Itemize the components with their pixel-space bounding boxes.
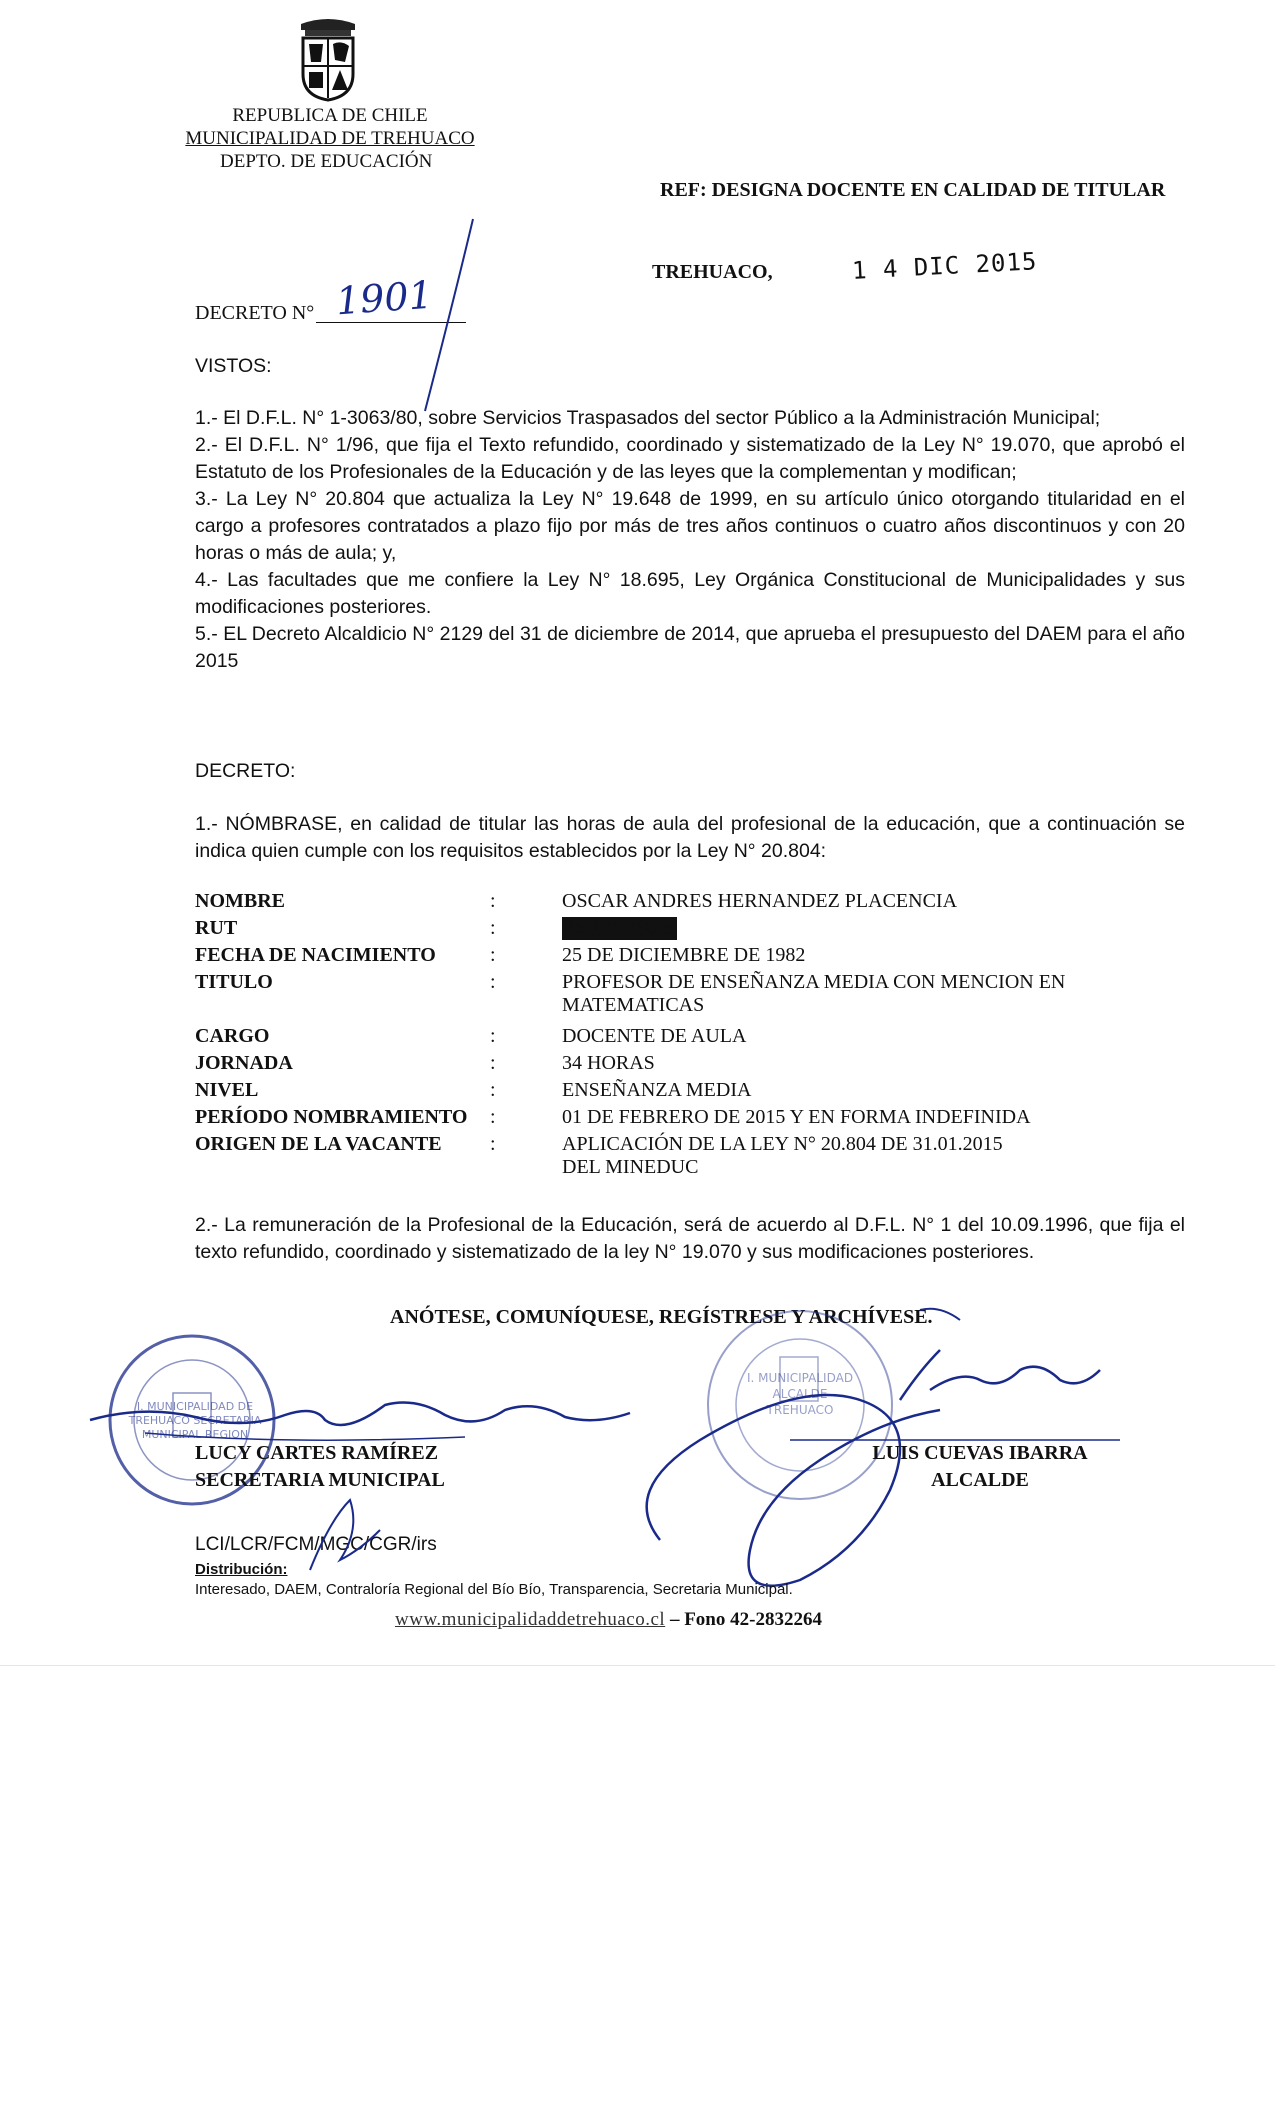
visto-item: 2.- El D.F.L. N° 1/96, que fija el Texto refundido, coordinado y sistematizado de la Ley N° 19.070, que aprobó el Estatuto de los Profesionales de la Educación y de las leyes que la complementan y modifican; <box>195 434 1185 483</box>
detail-value: DEL MINEDUC <box>562 1156 699 1178</box>
detail-label: FECHA DE NACIMIENTO <box>195 944 436 966</box>
detail-row-periodo: PERÍODO NOMBRAMIENTO : 01 DE FEBRERO DE 2015 Y EN FORMA INDEFINIDA <box>195 1106 1031 1128</box>
detail-row-nivel: NIVEL : ENSEÑANZA MEDIA <box>195 1079 752 1101</box>
initials-line: LCI/LCR/FCM/MGC/CGR/irs <box>195 1534 437 1555</box>
visto-item: 1.- El D.F.L. N° 1-3063/80, sobre Servicios Traspasados del sector Público a la Administración Municipal; <box>195 407 1101 429</box>
detail-row-rut: RUT : 15.171.788-8 <box>195 917 1195 944</box>
header-country: REPUBLICA DE CHILE <box>232 105 428 126</box>
alcalde-stamp-text: I. MUNICIPALIDAD ALCALDE TREHUACO <box>746 1371 854 1417</box>
initials-signature <box>300 1490 390 1580</box>
visto-item: 4.- Las facultades que me confiere la Ley N° 18.695, Ley Orgánica Constitucional de Municipalidades y sus modificaciones posteriores. <box>195 569 1185 618</box>
secretaria-stamp-text: I. MUNICIPALIDAD DE TREHUACO SECRETARIA MUNICIPAL REGION <box>128 1400 262 1441</box>
place-label: TREHUACO, <box>652 261 773 283</box>
detail-value: MATEMATICAS <box>562 994 705 1016</box>
detail-row-cargo: CARGO : DOCENTE DE AULA <box>195 1025 747 1047</box>
detail-value: APLICACIÓN DE LA LEY N° 20.804 DE 31.01.2015 <box>562 1133 1003 1155</box>
blank-area <box>0 1665 1275 2101</box>
detail-value: 01 DE FEBRERO DE 2015 Y EN FORMA INDEFINIDA <box>562 1106 1031 1128</box>
detail-value: DOCENTE DE AULA <box>562 1025 747 1047</box>
date-stamp: 1 4 DIC 2015 <box>851 247 1038 285</box>
detail-value: ENSEÑANZA MEDIA <box>562 1079 752 1101</box>
distribution-list: Interesado, DAEM, Contraloría Regional del Bío Bío, Transparencia, Secretaria Municipal. <box>195 1581 793 1598</box>
detail-row-origen: ORIGEN DE LA VACANTE : APLICACIÓN DE LA LEY N° 20.804 DE 31.01.2015 DEL MINEDUC <box>195 1133 1003 1178</box>
distribution-label: Distribución: <box>195 1561 288 1578</box>
header-municipality: MUNICIPALIDAD DE TREHUACO <box>185 128 475 149</box>
secretaria-name: LUCY CARTES RAMÍREZ <box>195 1442 439 1464</box>
detail-value: OSCAR ANDRES HERNANDEZ PLACENCIA <box>562 890 958 912</box>
detail-label: TITULO <box>195 971 273 993</box>
detail-value: 34 HORAS <box>562 1052 655 1074</box>
detail-label: RUT <box>195 917 238 939</box>
alcalde-name: LUIS CUEVAS IBARRA <box>872 1442 1088 1464</box>
detail-value: 25 DE DICIEMBRE DE 1982 <box>562 944 806 966</box>
detail-row-titulo: TITULO : PROFESOR DE ENSEÑANZA MEDIA CON MENCION EN MATEMATICAS <box>195 971 1066 1016</box>
footer-website-link[interactable]: www.municipalidaddetrehuaco.cl <box>395 1609 666 1630</box>
decreto-paragraph-1: 1.- NÓMBRASE, en calidad de titular las horas de aula del profesional de la educación, que a continuación se indica quien cumple con los requisitos establecidos por la Ley N° 20.804: <box>195 813 1185 862</box>
reference-line: REF: DESIGNA DOCENTE EN CALIDAD DE TITULAR <box>660 179 1166 201</box>
decree-handwritten-slash <box>405 215 475 415</box>
detail-label: NOMBRE <box>195 890 285 912</box>
alcalde-role: ALCALDE <box>931 1469 1029 1491</box>
closing-line: ANÓTESE, COMUNÍQUESE, REGÍSTRESE Y ARCHÍVESE. <box>390 1306 933 1328</box>
detail-row-fecha: FECHA DE NACIMIENTO : 25 DE DICIEMBRE DE 1982 <box>195 944 806 966</box>
secretaria-role: SECRETARIA MUNICIPAL <box>195 1469 445 1491</box>
detail-label: NIVEL <box>195 1079 259 1101</box>
detail-row-jornada: JORNADA : 34 HORAS <box>195 1052 655 1074</box>
detail-value: PROFESOR DE ENSEÑANZA MEDIA CON MENCION EN <box>562 971 1066 993</box>
decree-number: 1901 <box>334 272 435 324</box>
footer-phone: – Fono 42-2832264 <box>669 1609 822 1630</box>
detail-value-redacted: 15.171.788-8 <box>562 917 677 940</box>
detail-label: JORNADA <box>195 1052 293 1074</box>
detail-label: ORIGEN DE LA VACANTE <box>195 1133 442 1155</box>
vistos-title: VISTOS: <box>195 355 272 377</box>
detail-row-nombre: NOMBRE : OSCAR ANDRES HERNANDEZ PLACENCIA <box>195 890 958 912</box>
header-department: DEPTO. DE EDUCACIÓN <box>220 151 433 172</box>
decreto-paragraph-2: 2.- La remuneración de la Profesional de la Educación, será de acuerdo al D.F.L. N° 1 del 10.09.1996, que fija el texto refundido, coordinado y sistematizado de la ley N° 19.070 y sus modificaciones posteriores. <box>195 1214 1185 1263</box>
detail-label: PERÍODO NOMBRAMIENTO <box>195 1106 468 1128</box>
decreto-title: DECRETO: <box>195 760 296 782</box>
visto-item: 5.- EL Decreto Alcaldicio N° 2129 del 31 de diciembre de 2014, que aprueba el presupuesto del DAEM para el año 2015 <box>195 623 1185 672</box>
decree-label: DECRETO N° <box>195 302 315 324</box>
detail-label: CARGO <box>195 1025 270 1047</box>
coat-of-arms-icon <box>293 18 363 102</box>
visto-item: 3.- La Ley N° 20.804 que actualiza la Ley N° 19.648 de 1999, en su artículo único otorgando titularidad en el cargo a profesores contratados a plazo fijo por más de tres años continuos o cuatro años discontinuos y con 20 horas o más de aula; y, <box>195 488 1185 564</box>
